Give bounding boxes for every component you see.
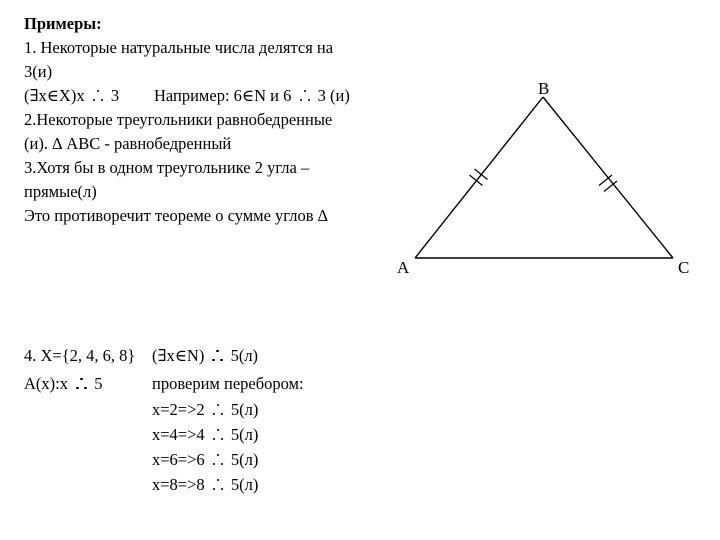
example-1-line-2: 3(и) — [24, 62, 53, 81]
example-prefix: Например: 6∈N и 6 — [154, 86, 292, 105]
example-3-line-2: прямые(л) — [24, 182, 97, 201]
example-4-set-definition: 4. X={2, 4, 6, 8} — [24, 346, 136, 365]
vertex-label-b: B — [538, 79, 550, 98]
vertex-label-a: A — [397, 258, 410, 277]
formula-number: 3 — [110, 86, 120, 105]
check-suffix: 5(л) — [230, 475, 259, 494]
example-3-line-1: 3.Хотя бы в одном треугольнике 2 угла – — [24, 158, 310, 177]
divisibility-icon — [209, 426, 227, 442]
example-number: 3 (и) — [317, 86, 350, 105]
example-4-claim — [152, 346, 258, 366]
divisibility-icon — [209, 401, 227, 417]
check-prefix: x=4=>4 — [152, 425, 205, 444]
side-ab — [415, 97, 543, 258]
check-row — [152, 425, 258, 445]
check-suffix: 5(л) — [230, 425, 259, 444]
check-prefix: x=6=>6 — [152, 450, 205, 469]
example-1-line-1: 1. Некоторые натуральные числа делятся на — [24, 38, 334, 57]
check-prefix: x=2=>2 — [152, 400, 205, 419]
claim-prefix: (∃x∈N) — [152, 346, 205, 365]
predicate-number: 5 — [94, 374, 103, 393]
heading: Примеры: — [24, 14, 102, 33]
divisibility-icon — [208, 347, 226, 363]
example-2-line-1: 2.Некоторые треугольники равнобедренные — [24, 110, 333, 129]
vertex-label-c: C — [678, 258, 690, 277]
example-2-line-2: (и). ∆ АВС - равнобедренный — [24, 134, 232, 153]
example-3-line-3: Это противоречит теореме о сумме углов ∆ — [24, 206, 328, 225]
example-4-predicate — [24, 374, 103, 394]
check-row — [152, 400, 258, 420]
formula-prefix: (∃x∈X)x — [24, 86, 85, 105]
check-row — [152, 475, 258, 495]
check-intro: проверим перебором: — [152, 374, 304, 393]
divisibility-icon — [209, 476, 227, 492]
predicate-prefix: A(x):x — [24, 374, 68, 393]
check-suffix: 5(л) — [230, 400, 259, 419]
divisibility-icon — [72, 375, 90, 391]
claim-suffix: 5(л) — [230, 346, 259, 365]
check-prefix: x=8=>8 — [152, 475, 205, 494]
divisibility-icon — [209, 451, 227, 467]
tick-marks-bc — [599, 175, 617, 192]
check-row — [152, 450, 258, 470]
check-suffix: 5(л) — [230, 450, 259, 469]
